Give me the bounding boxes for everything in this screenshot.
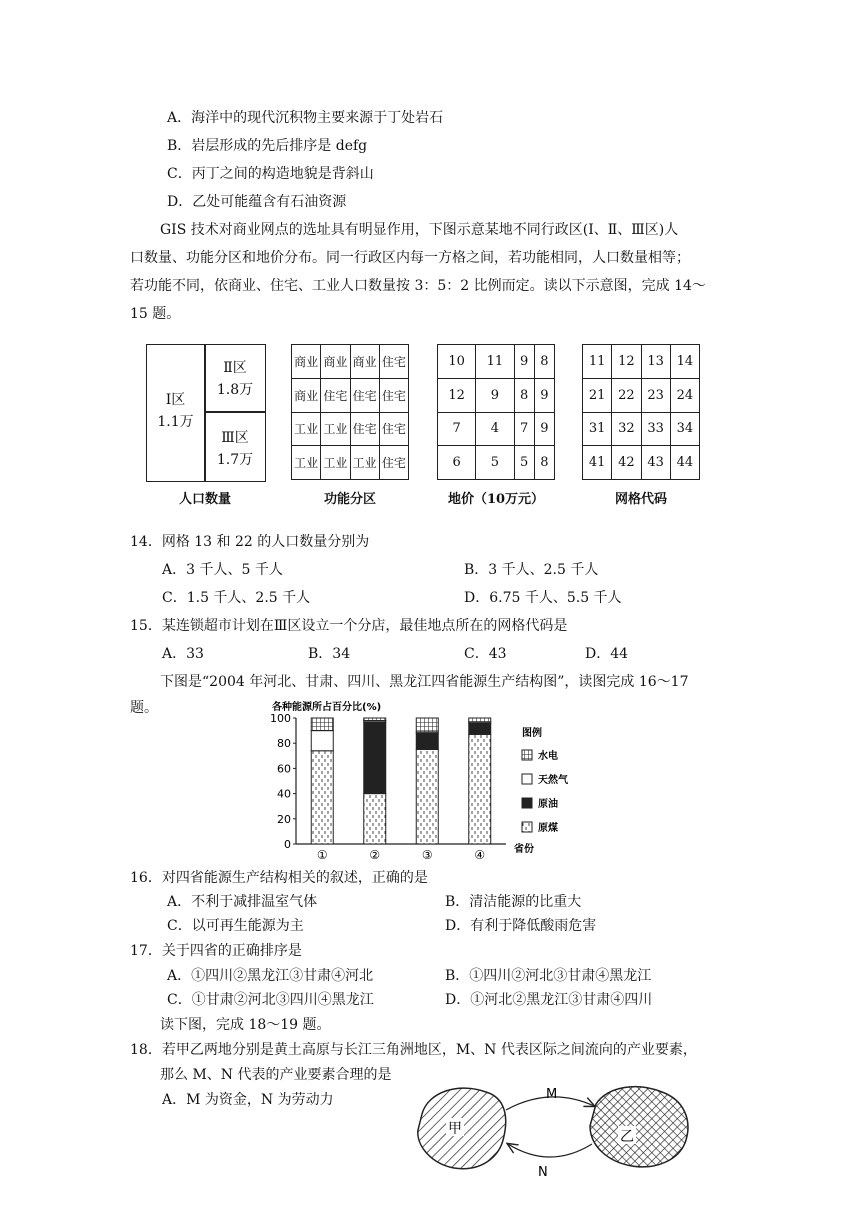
q15-option-c: C．43 bbox=[464, 646, 507, 662]
q16-option-c: C．以可再生能源为主 bbox=[167, 918, 304, 934]
flow-label-m: M bbox=[546, 1087, 558, 1102]
y-tick-label: 40 bbox=[277, 787, 291, 801]
land-price-grid bbox=[437, 344, 555, 480]
q17-option-d: D．①河北②黑龙江③甘肃④四川 bbox=[445, 992, 653, 1008]
grid-code-cell-2-4: 24 bbox=[670, 378, 699, 412]
intro-16-17-line-2: 题。 bbox=[130, 700, 158, 716]
q14-option-d: D．6.75 千人、5.5 千人 bbox=[464, 590, 622, 606]
region-b-shape bbox=[590, 1087, 688, 1167]
legend-label: 原煤 bbox=[538, 823, 558, 834]
grid-code-cell-3-4: 34 bbox=[670, 412, 699, 446]
land-price-caption: 地价（10万元） bbox=[447, 492, 545, 507]
q18-option-a: A．M 为资金，N 为劳动力 bbox=[162, 1092, 334, 1108]
q15-option-a: A．33 bbox=[162, 646, 204, 662]
x-tick-label: ④ bbox=[474, 848, 486, 862]
q15-option-b: B．34 bbox=[308, 646, 351, 662]
q17-option-b: B．①四川②河北③甘肃④黑龙江 bbox=[445, 968, 652, 984]
intro-14-15-line-3: 若功能不同，依商业、住宅、工业人口数量按 3：5：2 比例而定。读以下示意图，完成 14～ bbox=[130, 278, 706, 294]
bar-segment-2-原煤 bbox=[364, 794, 386, 844]
x-tick-label: ③ bbox=[421, 848, 433, 862]
function-zone-cell-1-1: 商业 bbox=[292, 345, 321, 379]
grid-code-caption: 网格代码 bbox=[614, 492, 667, 507]
intro-14-15-line-2: 口数量、功能分区和地价分布。同一行政区内每一方格之间，若功能相同，人口数量相等； bbox=[130, 250, 690, 266]
function-zone-cell-2-3: 住宅 bbox=[350, 378, 379, 412]
q14-stem: 14．网格 13 和 22 的人口数量分别为 bbox=[130, 534, 370, 550]
bar-segment-4-水电 bbox=[469, 718, 491, 722]
function-zone-cell-2-4: 住宅 bbox=[379, 378, 408, 412]
bar-segment-3-水电 bbox=[416, 718, 438, 732]
q13-option-a: A．海洋中的现代沉积物主要来源于丁处岩石 bbox=[167, 110, 444, 126]
land-price-cell-1-2: 11 bbox=[476, 345, 514, 379]
legend-swatch-原煤 bbox=[522, 822, 532, 832]
function-zone-cell-2-1: 商业 bbox=[292, 378, 321, 412]
legend-swatch-天然气 bbox=[522, 774, 532, 784]
y-tick-label: 80 bbox=[277, 737, 291, 751]
function-zone-cell-1-4: 住宅 bbox=[379, 345, 408, 379]
bar-segment-1-天然气 bbox=[311, 731, 333, 751]
function-zone-cell-3-1: 工业 bbox=[292, 412, 321, 446]
q16-option-b: B．清洁能源的比重大 bbox=[445, 894, 582, 910]
grid-code-cell-2-1: 21 bbox=[583, 378, 612, 412]
land-price-cell-4-3: 5 bbox=[514, 446, 534, 480]
land-price-cell-2-2: 9 bbox=[476, 378, 514, 412]
function-zone-cell-4-4: 住宅 bbox=[379, 446, 408, 480]
function-zone-cell-3-2: 工业 bbox=[321, 412, 350, 446]
q13-option-b: B．岩层形成的先后排序是 defg bbox=[167, 138, 368, 154]
land-price-cell-3-3: 7 bbox=[514, 412, 534, 446]
bar-segment-3-原煤 bbox=[416, 750, 438, 845]
zone-3-population: 1.7万 bbox=[216, 452, 254, 468]
bar-segment-3-原油 bbox=[416, 733, 438, 749]
grid-code-cell-2-2: 22 bbox=[612, 378, 641, 412]
q14-option-c: C．1.5 千人、2.5 千人 bbox=[162, 590, 311, 606]
bar-segment-1-水电 bbox=[311, 718, 333, 731]
bar-segment-2-水电 bbox=[364, 718, 386, 721]
land-price-cell-4-4: 8 bbox=[534, 446, 554, 480]
function-zone-cell-1-3: 商业 bbox=[350, 345, 379, 379]
zone-2-population: 1.8万 bbox=[216, 382, 254, 398]
function-zone-cell-3-3: 住宅 bbox=[350, 412, 379, 446]
function-zone-cell-4-3: 工业 bbox=[350, 446, 379, 480]
population-map bbox=[146, 344, 266, 482]
q15-option-d: D．44 bbox=[585, 646, 629, 662]
population-caption: 人口数量 bbox=[178, 492, 231, 507]
land-price-cell-3-2: 4 bbox=[476, 412, 514, 446]
function-zone-cell-1-2: 商业 bbox=[321, 345, 350, 379]
q18-stem-line-2: 那么 M、N 代表的产业要素合理的是 bbox=[160, 1067, 392, 1083]
y-tick-label: 100 bbox=[270, 712, 291, 725]
bar-segment-4-原煤 bbox=[469, 734, 491, 844]
q14-option-a: A．3 千人、5 千人 bbox=[162, 562, 283, 578]
land-price-cell-1-1: 10 bbox=[438, 345, 476, 379]
function-zone-cell-2-2: 住宅 bbox=[321, 378, 350, 412]
intro-16-17-line-1: 下图是“2004 年河北、甘肃、四川、黑龙江四省能源生产结构图”，读图完成 16～17 bbox=[160, 674, 689, 690]
q13-option-d: D．乙处可能蕴含有石油资源 bbox=[167, 194, 347, 210]
legend-label: 水电 bbox=[538, 751, 558, 762]
legend-label: 原油 bbox=[538, 799, 558, 810]
flow-label-n: N bbox=[538, 1165, 548, 1180]
grid-code-cell-3-2: 32 bbox=[612, 412, 641, 446]
land-price-cell-3-1: 7 bbox=[438, 412, 476, 446]
grid-code-cell-1-3: 13 bbox=[641, 345, 670, 379]
x-axis-label: 省份 bbox=[514, 844, 534, 855]
land-price-cell-1-3: 9 bbox=[514, 345, 534, 379]
intro-14-15-line-4: 15 题。 bbox=[130, 306, 181, 322]
function-zone-grid bbox=[291, 344, 409, 480]
land-price-cell-4-1: 6 bbox=[438, 446, 476, 480]
q13-option-c: C．丙丁之间的构造地貌是背斜山 bbox=[167, 166, 374, 182]
intro-14-15-line-1: GIS 技术对商业网点的选址具有明显作用，下图示意某地不同行政区(Ⅰ、Ⅱ、Ⅲ区)人 bbox=[160, 222, 679, 238]
grid-code-cell-1-2: 12 bbox=[612, 345, 641, 379]
legend-label: 天然气 bbox=[538, 775, 568, 786]
grid-code-cell-4-4: 44 bbox=[670, 446, 699, 480]
grid-code-cell-4-2: 42 bbox=[612, 446, 641, 480]
land-price-cell-1-4: 8 bbox=[534, 345, 554, 379]
grid-code-cell-1-1: 11 bbox=[583, 345, 612, 379]
q18-stem-line-1: 18．若甲乙两地分别是黄土高原与长江三角洲地区，M、N 代表区际之间流向的产业要素， bbox=[130, 1042, 697, 1058]
q14-option-b: B．3 千人、2.5 千人 bbox=[464, 562, 599, 578]
grid-code-cell-3-1: 31 bbox=[583, 412, 612, 446]
land-price-cell-2-3: 8 bbox=[514, 378, 534, 412]
function-zone-cell-4-1: 工业 bbox=[292, 446, 321, 480]
y-tick-label: 60 bbox=[277, 762, 291, 776]
region-flow-diagram bbox=[410, 1080, 700, 1180]
y-tick-label: 20 bbox=[277, 812, 291, 826]
grid-code-grid bbox=[582, 344, 700, 480]
legend-swatch-水电 bbox=[522, 750, 532, 760]
q17-option-c: C．①甘肃②河北③四川④黑龙江 bbox=[167, 992, 374, 1008]
grid-code-cell-4-3: 43 bbox=[641, 446, 670, 480]
land-price-cell-3-4: 9 bbox=[534, 412, 554, 446]
q16-stem: 16．对四省能源生产结构相关的叙述，正确的是 bbox=[130, 870, 428, 886]
function-caption: 功能分区 bbox=[323, 492, 376, 507]
function-zone-cell-3-4: 住宅 bbox=[379, 412, 408, 446]
zone-3-name: Ⅲ区 bbox=[221, 430, 249, 446]
zone-1-name: Ⅰ区 bbox=[165, 392, 186, 408]
zone-2-name: Ⅱ区 bbox=[223, 360, 247, 376]
grid-code-cell-1-4: 14 bbox=[670, 345, 699, 379]
q17-stem: 17．关于四省的正确排序是 bbox=[130, 943, 302, 959]
land-price-cell-4-2: 5 bbox=[476, 446, 514, 480]
land-price-cell-2-4: 9 bbox=[534, 378, 554, 412]
q15-stem: 15．某连锁超市计划在Ⅲ区设立一个分店，最佳地点所在的网格代码是 bbox=[130, 618, 568, 634]
q16-option-a: A．不利于减排温室气体 bbox=[167, 894, 318, 910]
zone-1-population: 1.1万 bbox=[157, 414, 194, 430]
grid-code-cell-2-3: 23 bbox=[641, 378, 670, 412]
region-a-label: 甲 bbox=[448, 1121, 462, 1137]
intro-18-19: 读下图，完成 18～19 题。 bbox=[160, 1017, 331, 1033]
region-b-label: 乙 bbox=[620, 1129, 634, 1145]
energy-structure-chart bbox=[260, 698, 620, 864]
land-price-cell-2-1: 12 bbox=[438, 378, 476, 412]
bar-segment-4-原油 bbox=[469, 723, 491, 734]
grid-code-cell-4-1: 41 bbox=[583, 446, 612, 480]
chart-title: 各种能源所占百分比(%) bbox=[272, 702, 382, 713]
bar-segment-2-原油 bbox=[364, 722, 386, 794]
x-tick-label: ② bbox=[369, 848, 381, 862]
grid-code-cell-3-3: 33 bbox=[641, 412, 670, 446]
q16-option-d: D．有利于降低酸雨危害 bbox=[445, 918, 597, 934]
y-tick-label: 0 bbox=[284, 838, 291, 851]
x-tick-label: ① bbox=[316, 848, 328, 862]
function-zone-cell-4-2: 工业 bbox=[321, 446, 350, 480]
bar-segment-1-原煤 bbox=[311, 751, 333, 844]
q17-option-a: A．①四川②黑龙江③甘肃④河北 bbox=[167, 968, 374, 984]
legend-title: 图例 bbox=[522, 728, 542, 739]
legend-swatch-原油 bbox=[522, 798, 532, 808]
flow-arrow-n bbox=[508, 1144, 592, 1157]
